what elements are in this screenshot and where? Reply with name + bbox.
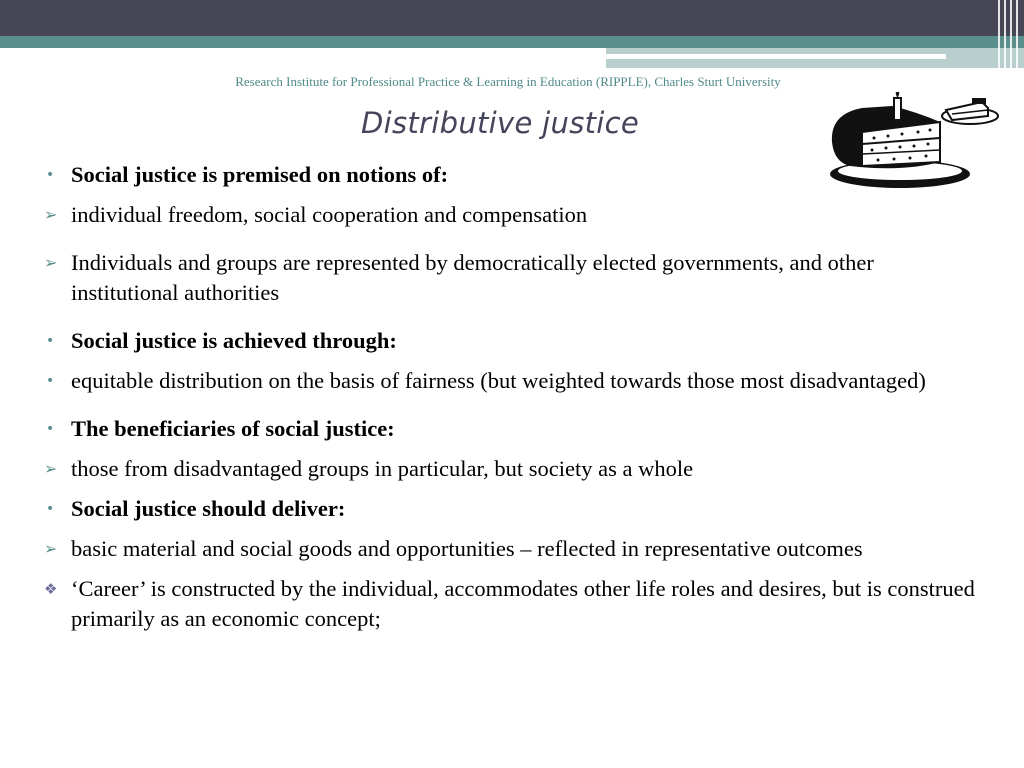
bullet-dot-icon: • <box>46 167 55 183</box>
arrow-bullet-icon: ➢ <box>44 205 58 224</box>
slide-title: Distributive justice <box>360 106 640 140</box>
item-text: equitable distribution on the basis of fairness (but weighted towards those most disadvantaged) <box>71 368 926 393</box>
list-item <box>44 366 984 396</box>
item-text: The beneficiaries of social justice: <box>71 416 395 441</box>
list-item <box>44 200 984 230</box>
list-item <box>44 574 984 634</box>
diamond-bullet-icon: ❖ <box>44 580 58 598</box>
item-text: those from disadvantaged groups in particular, but society as a whole <box>71 456 694 481</box>
item-text: Social justice should deliver: <box>71 496 346 521</box>
corner-stripes <box>994 0 1024 68</box>
arrow-bullet-icon: ➢ <box>44 459 58 478</box>
item-text: Social justice is premised on notions of: <box>71 162 449 187</box>
top-band-highlight <box>606 54 946 59</box>
list-item <box>44 494 984 524</box>
top-band-dark <box>0 0 1024 36</box>
list-item <box>44 326 984 356</box>
list-item <box>44 414 984 444</box>
item-text: ‘Career’ is constructed by the individual, accommodates other life roles and desires, but is construed primarily as an economic concept; <box>71 576 975 631</box>
item-text: individual freedom, social cooperation and compensation <box>71 202 588 227</box>
bullet-dot-icon: • <box>46 373 55 389</box>
bullet-dot-icon: • <box>46 421 55 437</box>
item-text: Individuals and groups are represented by democratically elected governments, and other institutional authorities <box>71 250 874 305</box>
list-item <box>44 454 984 484</box>
bullet-list <box>44 160 984 652</box>
list-item <box>44 248 984 308</box>
item-text: Social justice is achieved through: <box>71 328 397 353</box>
top-band-teal <box>0 36 1024 48</box>
list-item <box>44 160 984 190</box>
arrow-bullet-icon: ➢ <box>44 253 58 272</box>
bullet-dot-icon: • <box>46 501 55 517</box>
item-text: basic material and social goods and opportunities – reflected in representative outcomes <box>71 536 863 561</box>
institution-header: Research Institute for Professional Practice & Learning in Education (RIPPLE), Charles Sturt University <box>235 74 781 89</box>
list-item <box>44 534 984 564</box>
bullet-dot-icon: • <box>46 333 55 349</box>
arrow-bullet-icon: ➢ <box>44 539 58 558</box>
